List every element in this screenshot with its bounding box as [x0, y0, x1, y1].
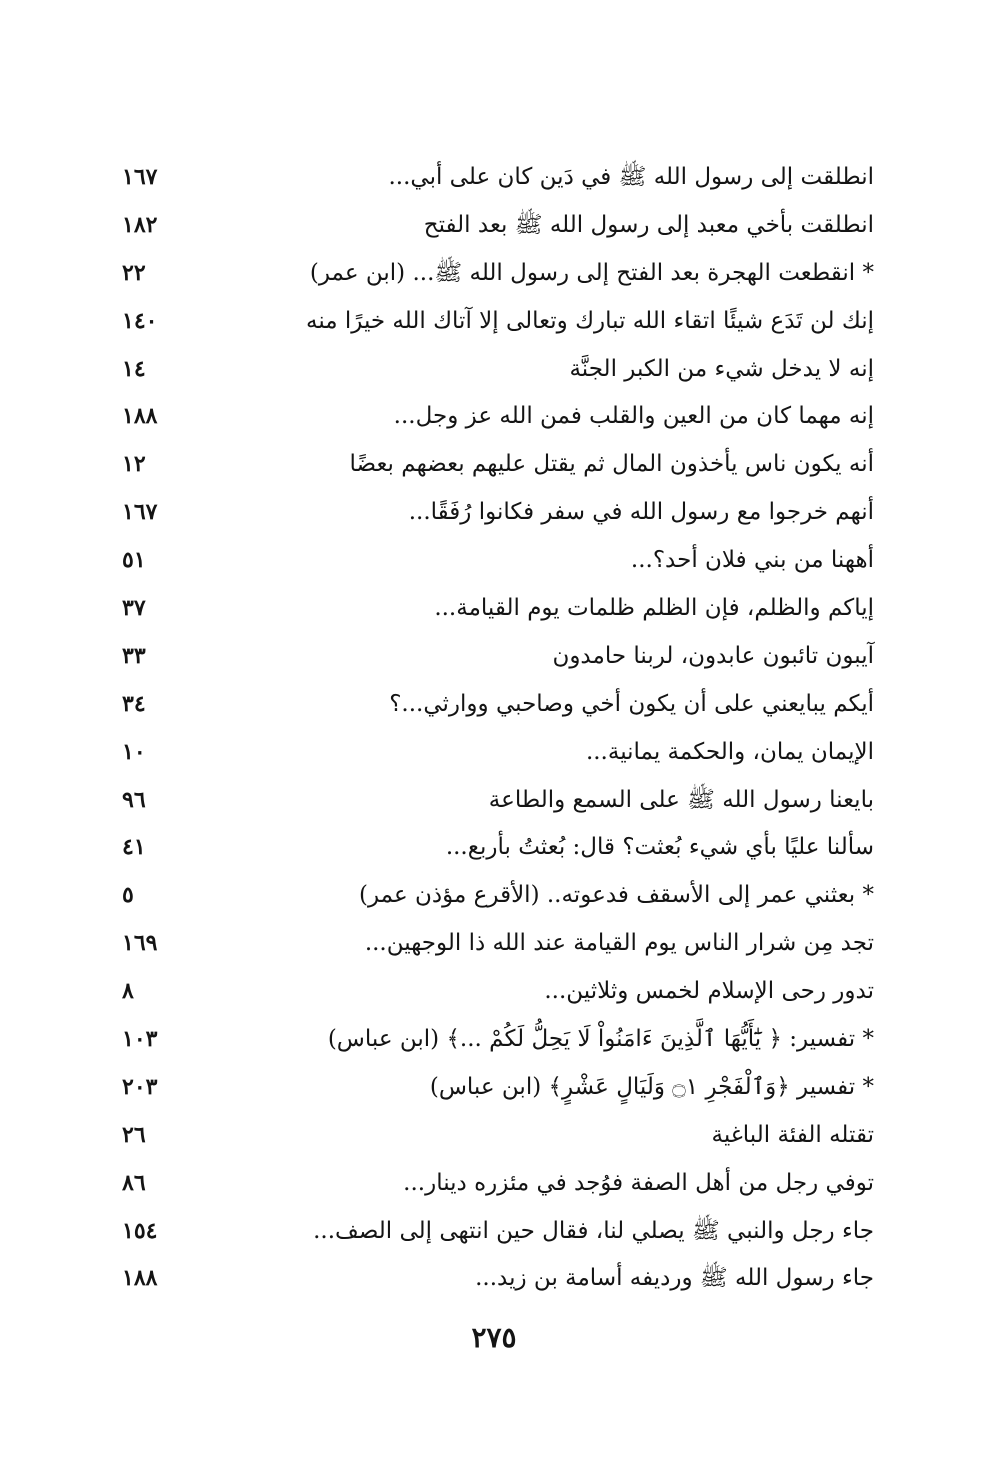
index-entry	[0, 1208, 988, 1256]
entry-page-number: ٥	[122, 882, 134, 909]
entry-text: جاء رسول الله ﷺ ورديفه أسامة بن زيد...	[475, 1265, 874, 1292]
entry-page-number: ٨	[122, 978, 134, 1005]
entry-page-number: ٣٤	[122, 690, 146, 717]
index-entry	[0, 777, 988, 825]
index-entry	[0, 298, 988, 346]
entry-page-number: ٢٠٣	[122, 1073, 158, 1100]
entry-text: انطلقت بأخي معبد إلى رسول الله ﷺ بعد الفتح	[423, 211, 874, 238]
entry-text: تدور رحى الإسلام لخمس وثلاثين...	[544, 978, 874, 1005]
index-entry	[0, 441, 988, 489]
entry-text: انطلقت إلى رسول الله ﷺ في دَين كان على أبي...	[388, 164, 874, 190]
entry-page-number: ١٨٨	[122, 403, 158, 430]
index-entry	[0, 585, 988, 633]
entry-page-number: ١٤	[122, 355, 146, 382]
entry-page-number: ٣٧	[122, 595, 146, 622]
index-entry	[0, 1112, 988, 1160]
entry-text: إنك لن تَدَع شيئًا اتقاء الله تبارك وتعالى إلا آتاك الله خيرًا منه	[305, 307, 874, 334]
entry-page-number: ٩٦	[122, 786, 146, 813]
entry-text: جاء رجل والنبي ﷺ يصلي لنا، فقال حين انتهى إلى الصف...	[313, 1217, 874, 1244]
index-entry	[0, 489, 988, 537]
entry-text: أههنا من بني فلان أحد؟...	[630, 547, 874, 574]
entry-text: تقتله الفئة الباغية	[711, 1121, 874, 1148]
index-entry	[0, 681, 988, 729]
entry-text: آيبون تائبون عابدون، لربنا حامدون	[552, 642, 874, 669]
index-entry	[0, 633, 988, 681]
index-entry	[0, 1016, 988, 1064]
entry-text: تجد مِن شرار الناس يوم القيامة عند الله ذا الوجهين...	[364, 930, 874, 957]
entry-page-number: ١٥٤	[122, 1217, 158, 1244]
index-entry	[0, 824, 988, 872]
entry-page-number: ١٤٠	[122, 307, 158, 334]
entry-text: سألنا عليًا بأي شيء بُعثت؟ قال: بُعثتُ بأربع...	[445, 834, 874, 861]
index-entry	[0, 1064, 988, 1112]
entry-text: أيكم يبايعني على أن يكون أخي وصاحبي ووارثي...؟	[389, 690, 874, 717]
entry-text: الإيمان يمان، والحكمة يمانية...	[585, 738, 874, 765]
entry-page-number: ٢٢	[122, 259, 146, 286]
entry-text: إنه لا يدخل شيء من الكبر الجنَّة	[569, 355, 874, 382]
index-entry	[0, 920, 988, 968]
entry-text: إياكم والظلم، فإن الظلم ظلمات يوم القيامة...	[434, 595, 874, 622]
entry-text: * تفسير ﴿وَٱلْفَجْرِ ۝١ وَلَيَالٍ عَشْرٍ﴾ (ابن عباس)	[429, 1073, 874, 1100]
entry-page-number: ١٦٧	[122, 164, 158, 190]
entry-text: إنه مهما كان من العين والقلب فمن الله عز وجل...	[393, 403, 874, 430]
entry-page-number: ٨٦	[122, 1169, 146, 1196]
entry-page-number: ١٠	[122, 738, 146, 765]
entry-page-number: ١٦٧	[122, 499, 158, 526]
entry-page-number: ١٨٨	[122, 1265, 158, 1292]
index-entry	[0, 537, 988, 585]
index-entry	[0, 872, 988, 920]
entry-text: أنهم خرجوا مع رسول الله في سفر فكانوا رُفَقًا...	[408, 499, 874, 526]
index-entry	[0, 154, 988, 202]
entry-text: * بعثني عمر إلى الأسقف فدعوته.. (الأقرع مؤذن عمر)	[359, 882, 874, 909]
index-entry	[0, 393, 988, 441]
entry-text: أنه يكون ناس يأخذون المال ثم يقتل عليهم بعضهم بعضًا	[349, 451, 874, 478]
index-entry	[0, 968, 988, 1016]
index-entry	[0, 729, 988, 777]
entry-page-number: ١٠٣	[122, 1026, 158, 1053]
index-entry	[0, 1160, 988, 1208]
entry-page-number: ١٨٢	[122, 211, 158, 238]
index-entry	[0, 202, 988, 250]
entry-page-number: ٢٦	[122, 1121, 146, 1148]
entry-page-number: ١٦٩	[122, 930, 158, 957]
entry-page-number: ٥١	[122, 547, 146, 574]
index-entry	[0, 1255, 988, 1303]
page-number: ٢٧٥	[471, 1321, 517, 1354]
entry-page-number: ١٢	[122, 451, 146, 478]
entry-page-number: ٣٣	[122, 642, 146, 669]
entry-page-number: ٤١	[122, 834, 146, 861]
index-entry	[0, 250, 988, 298]
entry-text: توفي رجل من أهل الصفة فوُجد في مئزره دينار...	[403, 1169, 874, 1196]
entry-text: * انقطعت الهجرة بعد الفتح إلى رسول الله ﷺ... (ابن عمر)	[309, 259, 874, 286]
index-entry	[0, 346, 988, 394]
entry-text: بايعنا رسول الله ﷺ على السمع والطاعة	[488, 786, 874, 813]
hadith-index-list	[0, 154, 988, 1303]
entry-text: * تفسير: ﴿ يَٰٓأَيُّهَا ٱلَّذِينَ ءَامَنُواْ لَا يَحِلُّ لَكُمْ ...﴾ (ابن عباس)	[327, 1026, 874, 1053]
